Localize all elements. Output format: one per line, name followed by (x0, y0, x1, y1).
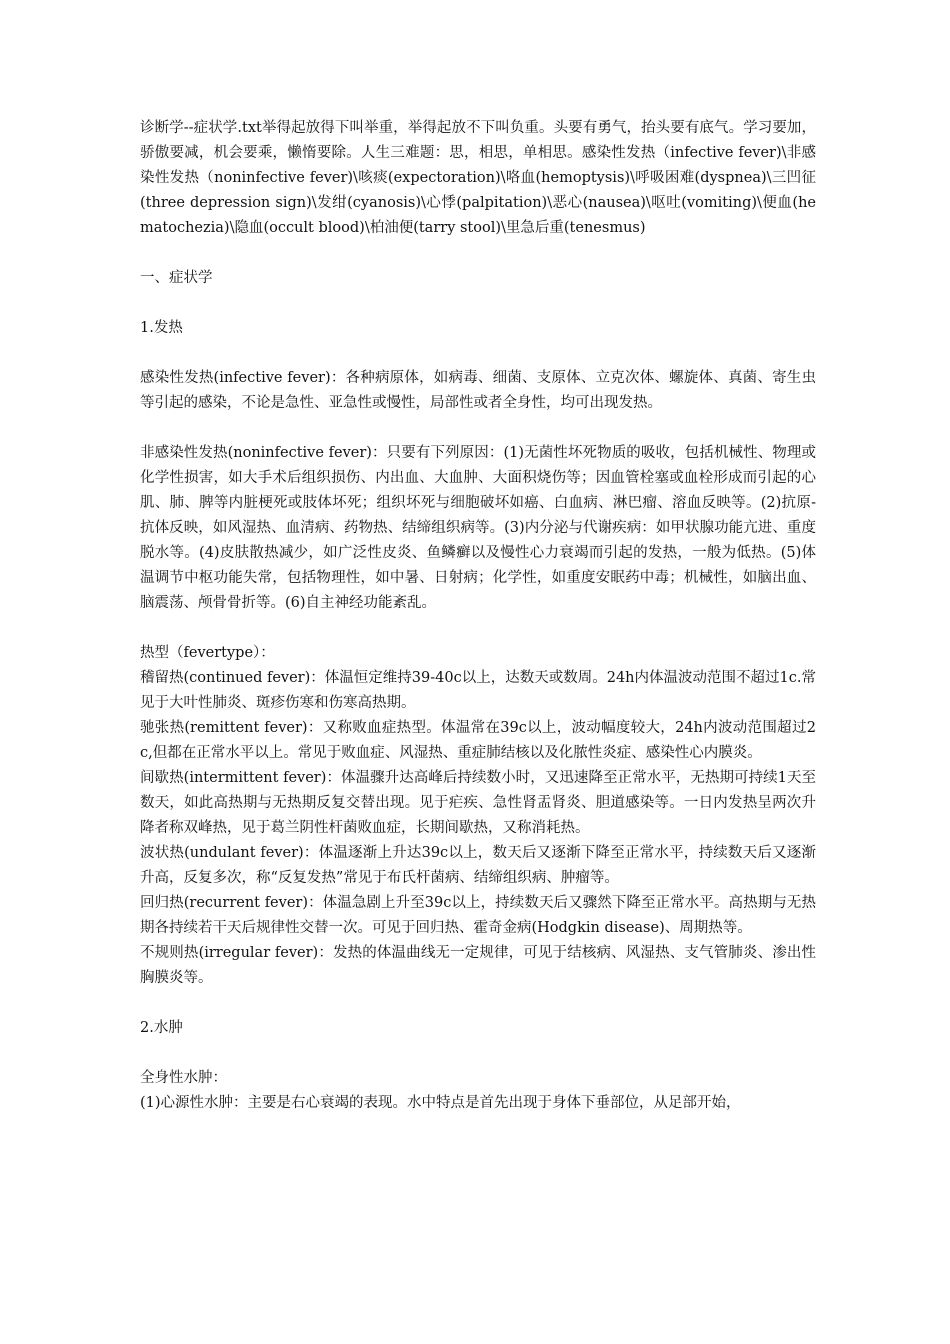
fever-type-item: 回归热(recurrent fever)：体温急剧上升至39c以上，持续数天后又骤然下降至正常水平。高热期与无热期各持续若干天后规律性交替一次。可见于回归热、霍奇金病(Hodgkin disease)、周期热等。 (140, 895, 816, 936)
subsection-heading-fever: 1.发热 (140, 320, 183, 336)
intro-paragraph: 诊断学--症状学.txt举得起放得下叫举重，举得起放不下叫负重。头要有勇气，抬头要有底气。学习要加，骄傲要减，机会要乘，懒惰要除。人生三难题：思，相思，单相思。感染性发热（infective fever)\非感染性发热（noninfective fever)\咳痰(expectoration)\咯血(hemoptysis)\呼吸困难(dyspnea)\三凹征(three depression sign)\发绀(cyanosis)\心悸(palpitation)\恶心(nausea)\呕吐(vomiting)\便血(hematochezia)\隐血(occult blood)\柏油便(tarry stool)\里急后重(tenesmus) (140, 120, 816, 236)
section-heading: 一、症状学 (140, 270, 213, 286)
edema-item: (1)心源性水肿：主要是右心衰竭的表现。水中特点是首先出现于身体下垂部位，从足部开始， (140, 1095, 741, 1111)
noninfective-fever-paragraph: 非感染性发热(noninfective fever)：只要有下列原因：(1)无菌性坏死物质的吸收，包括机械性、物理或化学性损害，如大手术后组织损伤、内出血、大血肿、大面积烧伤等；因血管栓塞或血栓形成而引起的心肌、肺、脾等内脏梗死或肢体坏死；组织坏死与细胞破坏如癌、白血病、淋巴瘤、溶血反映等。(2)抗原-抗体反映，如风湿热、血清病、药物热、结缔组织病等。(3)内分泌与代谢疾病：如甲状腺功能亢进、重度脱水等。(4)皮肤散热减少，如广泛性皮炎、鱼鳞癣以及慢性心力衰竭而引起的发热，一般为低热。(5)体温调节中枢功能失常，包括物理性，如中暑、日射病；化学性，如重度安眠药中毒；机械性，如脑出血、脑震荡、颅骨骨折等。(6)自主神经功能紊乱。 (140, 445, 816, 611)
edema-block (140, 1066, 816, 1116)
document-page (140, 116, 816, 1116)
infective-fever-paragraph: 感染性发热(infective fever)：各种病原体，如病毒、细菌、支原体、立克次体、螺旋体、真菌、寄生虫等引起的感染，不论是急性、亚急性或慢性，局部性或者全身性，均可出现发热。 (140, 370, 816, 411)
fever-type-item: 稽留热(continued fever)：体温恒定维持39-40c以上，达数天或数周。24h内体温波动范围不超过1c.常见于大叶性肺炎、斑疹伤寒和伤寒高热期。 (140, 670, 816, 711)
fever-type-item: 驰张热(remittent fever)：又称败血症热型。体温常在39c以上，波动幅度较大，24h内波动范围超过2c,但都在正常水平以上。常见于败血症、风湿热、重症肺结核以及化脓性炎症、感染性心内膜炎。 (140, 720, 816, 761)
fever-type-item: 间歇热(intermittent fever)：体温骤升达高峰后持续数小时，又迅速降至正常水平，无热期可持续1天至数天，如此高热期与无热期反复交替出现。见于疟疾、急性肾盂肾炎、胆道感染等。一日内发热呈两次升降者称双峰热，见于葛兰阴性杆菌败血症，长期间歇热，又称消耗热。 (140, 770, 816, 836)
fever-types-title: 热型（fevertype）： (140, 645, 275, 661)
fever-type-item: 不规则热(irregular fever)：发热的体温曲线无一定规律，可见于结核病、风湿热、支气管肺炎、渗出性胸膜炎等。 (140, 945, 816, 986)
fever-type-item: 波状热(undulant fever)：体温逐渐上升达39c以上，数天后又逐渐下降至正常水平，持续数天后又逐渐升高，反复多次，称“反复发热”常见于布氏杆菌病、结缔组织病、肿瘤等。 (140, 845, 816, 886)
edema-title: 全身性水肿： (140, 1070, 227, 1086)
subsection-heading-edema: 2.水肿 (140, 1020, 183, 1036)
fever-types-block (140, 641, 816, 991)
